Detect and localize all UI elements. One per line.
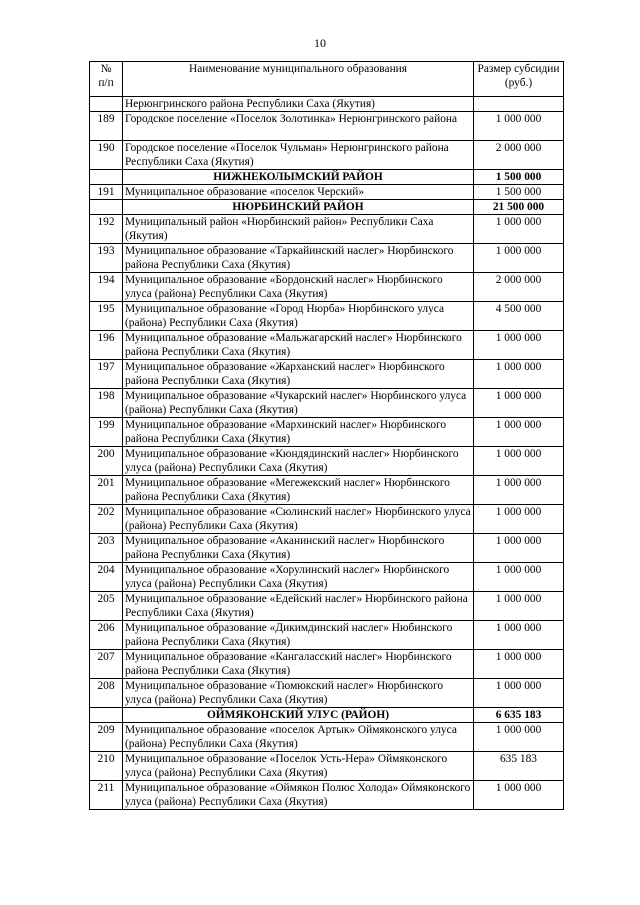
header-number: № п/п [90, 62, 123, 97]
row-number-cell: 190 [90, 141, 123, 170]
subsidy-amount-cell [474, 97, 564, 112]
table-row [90, 534, 564, 563]
subsidy-amount-cell: 1 500 000 [474, 170, 564, 185]
subsidy-amount-cell: 1 000 000 [474, 534, 564, 563]
municipality-name-cell: Муниципальное образование «Таркайинский наслег» Нюрбинского района Республики Саха (Якутия) [123, 244, 474, 273]
municipality-name-cell: Муниципальное образование «поселок Черский» [123, 185, 474, 200]
row-number-cell: 194 [90, 273, 123, 302]
row-number-cell: 193 [90, 244, 123, 273]
table-row [90, 418, 564, 447]
subsidy-amount-cell: 1 000 000 [474, 389, 564, 418]
municipality-name-cell: Муниципальное образование «Мегежекский наслег» Нюрбинского района Республики Саха (Якутия) [123, 476, 474, 505]
row-number-cell: 203 [90, 534, 123, 563]
municipality-name-cell: Муниципальный район «Нюрбинский район» Республики Саха (Якутия) [123, 215, 474, 244]
municipality-name-cell: Муниципальное образование «поселок Артык» Оймяконского улуса (района) Республики Саха (Якутия) [123, 723, 474, 752]
municipality-name-cell: Городское поселение «Поселок Чульман» Нерюнгринского района Республики Саха (Якутия) [123, 141, 474, 170]
subsidy-amount-cell: 2 000 000 [474, 273, 564, 302]
municipality-name-cell: Муниципальное образование «Аканинский наслег» Нюрбинского района Республики Саха (Якутия) [123, 534, 474, 563]
subsidy-table [89, 61, 564, 810]
table-body [90, 97, 564, 810]
municipality-name-cell: НИЖНЕКОЛЫМСКИЙ РАЙОН [123, 170, 474, 185]
municipality-name-cell: Муниципальное образование «Жарханский наслег» Нюрбинского района Республики Саха (Якутия) [123, 360, 474, 389]
subsidy-amount-cell: 1 000 000 [474, 621, 564, 650]
subsidy-amount-cell: 2 000 000 [474, 141, 564, 170]
row-number-cell: 208 [90, 679, 123, 708]
table-row [90, 141, 564, 170]
row-number-cell: 199 [90, 418, 123, 447]
municipality-name-cell: Муниципальное образование «Поселок Усть-Нера» Оймяконского улуса (района) Республики Саха (Якутия) [123, 752, 474, 781]
row-number-cell: 198 [90, 389, 123, 418]
municipality-name-cell: Муниципальное образование «Тюмюкский наслег» Нюрбинского улуса (района) Республики Саха (Якутия) [123, 679, 474, 708]
row-number-cell: 195 [90, 302, 123, 331]
row-number-cell: 197 [90, 360, 123, 389]
subsidy-amount-cell: 1 000 000 [474, 418, 564, 447]
table-row [90, 97, 564, 112]
table-header [90, 62, 564, 97]
table-row [90, 302, 564, 331]
row-number-cell: 210 [90, 752, 123, 781]
municipality-name-cell: Муниципальное образование «Дикимдинский наслег» Нюбинского района Республики Саха (Якутия) [123, 621, 474, 650]
district-row [90, 200, 564, 215]
municipality-name-cell: Муниципальное образование «Кюндядинский наслег» Нюрбинского улуса (района) Республики Саха (Якутия) [123, 447, 474, 476]
table-row [90, 476, 564, 505]
row-number-cell: 211 [90, 781, 123, 810]
subsidy-amount-cell: 1 000 000 [474, 331, 564, 360]
subsidy-amount-cell: 4 500 000 [474, 302, 564, 331]
subsidy-amount-cell: 1 000 000 [474, 723, 564, 752]
table-row [90, 447, 564, 476]
subsidy-amount-cell: 1 500 000 [474, 185, 564, 200]
subsidy-amount-cell: 1 000 000 [474, 112, 564, 141]
district-row [90, 708, 564, 723]
table-row [90, 360, 564, 389]
municipality-name-cell: Муниципальное образование «Город Нюрба» Нюрбинского улуса (района) Республики Саха (Якутия) [123, 302, 474, 331]
row-number-cell: 200 [90, 447, 123, 476]
table-row [90, 592, 564, 621]
row-number-cell [90, 708, 123, 723]
row-number-cell [90, 97, 123, 112]
municipality-name-cell: Муниципальное образование «Кангаласский наслег» Нюрбинского района Республики Саха (Якутия) [123, 650, 474, 679]
subsidy-amount-cell: 1 000 000 [474, 244, 564, 273]
municipality-name-cell: Муниципальное образование «Едейский наслег» Нюрбинского района Республики Саха (Якутия) [123, 592, 474, 621]
row-number-cell: 209 [90, 723, 123, 752]
municipality-name-cell: Нерюнгринского района Республики Саха (Якутия) [123, 97, 474, 112]
header-name: Наименование муниципального образования [123, 62, 474, 97]
row-number-cell [90, 200, 123, 215]
row-number-cell: 192 [90, 215, 123, 244]
table-row [90, 505, 564, 534]
subsidy-amount-cell: 1 000 000 [474, 592, 564, 621]
table-row [90, 112, 564, 141]
subsidy-amount-cell: 1 000 000 [474, 215, 564, 244]
municipality-name-cell: Муниципальное образование «Оймякон Полюс Холода» Оймяконского улуса (района) Республики Саха (Якутия) [123, 781, 474, 810]
row-number-cell: 201 [90, 476, 123, 505]
table-row [90, 563, 564, 592]
municipality-name-cell: Городское поселение «Поселок Золотинка» Нерюнгринского района [123, 112, 474, 141]
municipality-name-cell: Муниципальное образование «Бордонский наслег» Нюрбинского улуса (района) Республики Саха (Якутия) [123, 273, 474, 302]
municipality-name-cell: Муниципальное образование «Мальжагарский наслег» Нюрбинского района Республики Саха (Якутия) [123, 331, 474, 360]
subsidy-amount-cell: 1 000 000 [474, 360, 564, 389]
municipality-name-cell: НЮРБИНСКИЙ РАЙОН [123, 200, 474, 215]
subsidy-amount-cell: 635 183 [474, 752, 564, 781]
table-row [90, 650, 564, 679]
municipality-name-cell: Муниципальное образование «Сюлинский наслег» Нюрбинского улуса (района) Республики Саха (Якутия) [123, 505, 474, 534]
row-number-cell: 202 [90, 505, 123, 534]
table-row [90, 389, 564, 418]
row-number-cell: 207 [90, 650, 123, 679]
table-row [90, 679, 564, 708]
table-row [90, 244, 564, 273]
municipality-name-cell: ОЙМЯКОНСКИЙ УЛУС (РАЙОН) [123, 708, 474, 723]
subsidy-amount-cell: 6 635 183 [474, 708, 564, 723]
municipality-name-cell: Муниципальное образование «Хорулинский наслег» Нюрбинского улуса (района) Республики Саха (Якутия) [123, 563, 474, 592]
district-row [90, 170, 564, 185]
row-number-cell: 189 [90, 112, 123, 141]
row-number-cell: 191 [90, 185, 123, 200]
subsidy-amount-cell: 1 000 000 [474, 650, 564, 679]
page-number: 10 [314, 36, 326, 50]
table-row [90, 185, 564, 200]
table-row [90, 273, 564, 302]
table-row [90, 331, 564, 360]
table-row [90, 621, 564, 650]
subsidy-amount-cell: 1 000 000 [474, 505, 564, 534]
row-number-cell: 204 [90, 563, 123, 592]
header-amount: Размер субсидии (руб.) [474, 62, 564, 97]
row-number-cell: 205 [90, 592, 123, 621]
table-row [90, 752, 564, 781]
municipality-name-cell: Муниципальное образование «Мархинский наслег» Нюрбинского района Республики Саха (Якутия) [123, 418, 474, 447]
subsidy-amount-cell: 1 000 000 [474, 781, 564, 810]
table-row [90, 215, 564, 244]
row-number-cell: 206 [90, 621, 123, 650]
subsidy-amount-cell: 1 000 000 [474, 563, 564, 592]
table-row [90, 781, 564, 810]
municipality-name-cell: Муниципальное образование «Чукарский наслег» Нюрбинского улуса (района) Республики Саха (Якутия) [123, 389, 474, 418]
table-row [90, 723, 564, 752]
subsidy-amount-cell: 1 000 000 [474, 447, 564, 476]
row-number-cell [90, 170, 123, 185]
row-number-cell: 196 [90, 331, 123, 360]
subsidy-amount-cell: 21 500 000 [474, 200, 564, 215]
subsidy-amount-cell: 1 000 000 [474, 476, 564, 505]
subsidy-amount-cell: 1 000 000 [474, 679, 564, 708]
